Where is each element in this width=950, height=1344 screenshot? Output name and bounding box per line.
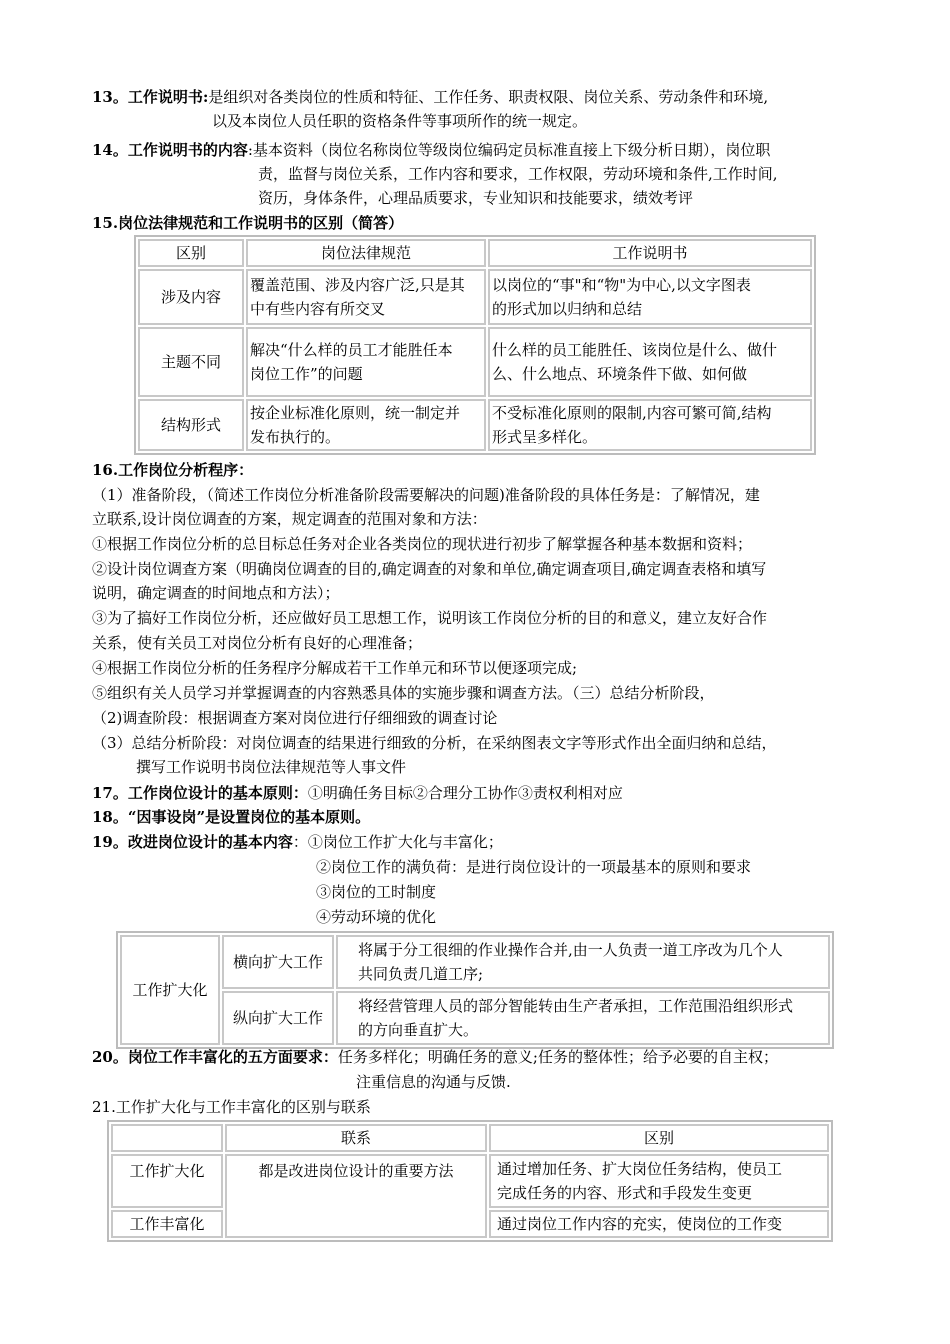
section-16-item4: ④根据工作岗位分析的任务程序分解成若干工作单元和环节以便逐项完成; [92,659,578,677]
table15-row3-col2: 按企业标准化原则，统一制定并 发布执行的。 [246,399,486,451]
table19-row2-name: 纵向扩大工作 [222,991,334,1045]
section-19-line1 [92,831,503,853]
table21-row2-label: 工作丰富化 [111,1210,223,1238]
table15-header-2: 岗位法律规范 [246,239,486,267]
section-21-heading: 21.工作扩大化与工作丰富化的区别与联系 [92,1098,371,1116]
table21-link: 都是改进岗位设计的重要方法 [225,1154,487,1238]
table21-row1-diff: 通过增加任务、扩大岗位任务结构，使员工 完成任务的内容、形式和手段发生变更 [489,1154,829,1208]
section-20-heading: 20。岗位工作丰富化的五方面要求： [92,1048,338,1066]
table-row [138,327,812,397]
table15-row2-col2: 解决“什么样的员工才能胜任本 岗位工作”的问题 [246,327,486,397]
table15-row1-label: 涉及内容 [138,269,244,325]
section-20-line1 [92,1046,778,1068]
section-14-line2: 责，监督与岗位关系，工作内容和要求，工作权限，劳动环境和条件,工作时间, [258,165,778,183]
section-18: 18。“因事设岗”是设置岗位的基本原则。 [92,808,371,826]
section-16-item1: ①根据工作岗位分析的总目标总任务对企业各类岗位的现状进行初步了解掌握各种基本数据和资料； [92,535,753,553]
table-row [120,935,830,989]
table15-row2-col3: 什么样的员工能胜任、该岗位是什么、做什 么、什么地点、环境条件下做、如何做 [488,327,812,397]
table15-header-3: 工作说明书 [488,239,812,267]
table-15 [134,235,816,455]
table21-row2-diff: 通过岗位工作内容的充实，使岗位的工作变 [489,1210,829,1238]
table21-header-3: 区别 [489,1124,829,1152]
table-row [111,1154,829,1208]
section-14-heading: 14。工作说明书的内容 [92,141,248,159]
section-15-heading: 15.岗位法律规范和工作说明书的区别（简答） [92,214,404,232]
table15-row3-label: 结构形式 [138,399,244,451]
section-16-p3b: 撰写工作说明书岗位法律规范等人事文件 [136,758,407,776]
section-14-text: :基本资料（岗位名称岗位等级岗位编码定员标准直接上下级分析日期），岗位职 [247,141,771,159]
table15-row1-col2: 覆盖范围、涉及内容广泛,只是其 中有些内容有所交叉 [246,269,486,325]
section-14-line1 [92,139,770,161]
section-17 [92,782,623,804]
table15-row1-col3: 以岗位的“事"和“物"为中心,以文字图表 的形式加以归纳和总结 [488,269,812,325]
section-17-heading: 17。工作岗位设计的基本原则： [92,784,308,802]
table-row [138,269,812,325]
section-16-p3a: （3）总结分析阶段：对岗位调查的结果进行细致的分析，在采纳图表文字等形式作出全面归纳和总结， [92,734,777,752]
table21-header-1 [111,1124,223,1152]
table15-header-1: 区别 [138,239,244,267]
section-14-line3: 资历，身体条件，心理品质要求，专业知识和技能要求，绩效考评 [258,189,694,207]
section-17-text: ①明确任务目标②合理分工协作③责权利相对应 [307,784,623,802]
table-19 [116,931,834,1049]
section-16-item5: ⑤组织有关人员学习并掌握调查的内容熟悉具体的实施步骤和调查方法。（三）总结分析阶段， [92,684,715,702]
table21-row1-label: 工作扩大化 [111,1154,223,1208]
section-19-item4: ④劳动环境的优化 [316,908,437,926]
section-16-p1a: （1）准备阶段，（简述工作岗位分析准备阶段需要解决的问题)准备阶段的具体任务是：了解情况，建 [92,486,760,504]
section-19-item2: ②岗位工作的满负荷：是进行岗位设计的一项最基本的原则和要求 [316,858,752,876]
section-16-item2a: ②设计岗位调查方案（明确岗位调查的目的,确定调查的对象和单位,确定调查项目,确定调查表格和填写 [92,560,767,578]
table-21 [107,1120,833,1242]
section-19-heading: 19。改进岗位设计的基本内容 [92,833,293,851]
table19-row2-text: 将经营管理人员的部分智能转由生产者承担，工作范围沿组织形式 的方向垂直扩大。 [336,991,830,1045]
section-16-item3b: 关系，使有关员工对岗位分析有良好的心理准备； [92,634,423,652]
table-row [120,991,830,1045]
section-19-item1: ：①岗位工作扩大化与丰富化； [292,833,503,851]
section-16-heading: 16.工作岗位分析程序： [92,461,254,479]
section-13-line2: 以及本岗位人员任职的资格条件等事项所作的统一规定。 [212,112,588,130]
section-13-line1 [92,86,768,108]
table19-row1-text: 将属于分工很细的作业操作合并,由一人负责一道工序改为几个人 共同负责几道工序; [336,935,830,989]
section-16-item2b: 说明，确定调查的时间地点和方法）； [92,584,340,602]
section-16-p2: （2)调查阶段：根据调查方案对岗位进行仔细细致的调查讨论 [92,709,498,727]
table21-header-2: 联系 [225,1124,487,1152]
table15-row2-label: 主题不同 [138,327,244,397]
section-19-item3: ③岗位的工时制度 [316,883,437,901]
section-13-text: 是组织对各类岗位的性质和特征、工作任务、职责权限、岗位关系、劳动条件和环境, [208,88,769,106]
section-16-item3a: ③为了搞好工作岗位分析，还应做好员工思想工作，说明该工作岗位分析的目的和意义，建立友好合作 [92,609,768,627]
section-20-line2: 注重信息的沟通与反馈. [356,1073,511,1091]
table-row [138,399,812,451]
table19-row1-name: 横向扩大工作 [222,935,334,989]
section-13-heading: 13。工作说明书: [92,88,209,106]
table15-row3-col3: 不受标准化原则的限制,内容可繁可简,结构 形式呈多样化。 [488,399,812,451]
section-16-p1b: 立联系,设计岗位调查的方案，规定调查的范围对象和方法： [92,510,487,528]
table19-label: 工作扩大化 [120,935,220,1045]
section-20-text: 任务多样化；明确任务的意义;任务的整体性；给予必要的自主权； [337,1048,778,1066]
